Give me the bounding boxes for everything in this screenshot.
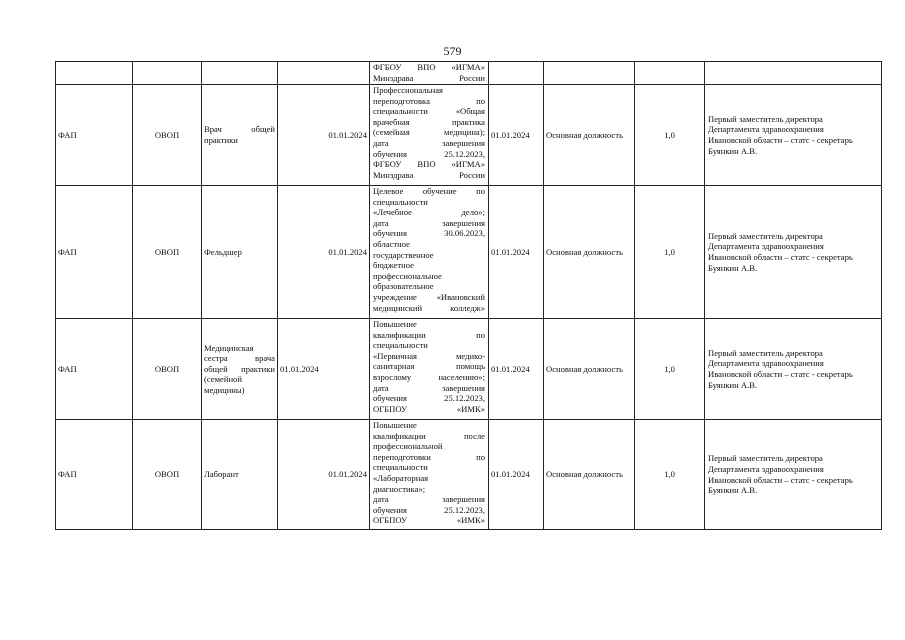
cell-date-end xyxy=(489,62,544,85)
cell-education: ФГБОУ ВПО «ИГМА» Минздрава России xyxy=(370,62,489,85)
cell-status: Основная должность xyxy=(544,85,635,186)
table-row xyxy=(56,186,882,319)
cell-position: Врач общей практики xyxy=(202,85,278,186)
cell-rate: 1,0 xyxy=(635,85,705,186)
cell-position xyxy=(202,62,278,85)
page-number: 579 xyxy=(443,44,462,58)
cell-date-end: 01.01.2024 xyxy=(489,420,544,530)
cell-unit: ФАП xyxy=(56,85,133,186)
cell-date-start xyxy=(278,62,370,85)
cell-unit: ФАП xyxy=(56,319,133,420)
cell-dept xyxy=(133,62,202,85)
cell-dept: ОВОП xyxy=(133,85,202,186)
cell-responsible: Первый заместитель директора Департамента здравоохранения Ивановской области – статс - секретарь Буянкин А.В. xyxy=(705,420,882,530)
cell-date-end: 01.01.2024 xyxy=(489,186,544,319)
cell-position: Медицинская сестра врача общей практики (семейной медицины) xyxy=(202,319,278,420)
cell-education: Повышение квалификации после профессиональной переподготовки по специальности «Лабораторная диагностика»; дата завершения обучения 25.12.2023, ОГБПОУ «ИМК» xyxy=(370,420,489,530)
cell-date-start: 01.01.2024 xyxy=(278,186,370,319)
table-row xyxy=(56,85,882,186)
cell-rate: 1,0 xyxy=(635,186,705,319)
cell-rate: 1,0 xyxy=(635,420,705,530)
cell-position: Фельдшер xyxy=(202,186,278,319)
cell-dept: ОВОП xyxy=(133,319,202,420)
cell-responsible: Первый заместитель директора Департамента здравоохранения Ивановской области – статс - секретарь Буянкин А.В. xyxy=(705,186,882,319)
cell-rate: 1,0 xyxy=(635,319,705,420)
table-row xyxy=(56,420,882,530)
cell-date-end: 01.01.2024 xyxy=(489,85,544,186)
cell-unit: ФАП xyxy=(56,186,133,319)
cell-date-start: 01.01.2024 xyxy=(278,85,370,186)
cell-dept: ОВОП xyxy=(133,186,202,319)
cell-status: Основная должность xyxy=(544,186,635,319)
cell-status xyxy=(544,62,635,85)
table-row xyxy=(56,319,882,420)
cell-status: Основная должность xyxy=(544,420,635,530)
cell-dept: ОВОП xyxy=(133,420,202,530)
cell-responsible: Первый заместитель директора Департамента здравоохранения Ивановской области – статс - секретарь Буянкин А.В. xyxy=(705,319,882,420)
cell-education: Повышение квалификации по специальности «Первичная медико- санитарная помощь взрослому населению»; дата завершения обучения 25.12.2023, ОГБПОУ «ИМК» xyxy=(370,319,489,420)
cell-date-start: 01.01.2024 xyxy=(278,420,370,530)
cell-status: Основная должность xyxy=(544,319,635,420)
cell-education: Целевое обучение по специальности «Лечебное дело»; дата завершения обучения 30.06.2023, областное государственное бюджетное профессиональное образовательное учреждение «Ивановский медицинский колледж» xyxy=(370,186,489,319)
cell-date-start: 01.01.2024 xyxy=(278,319,370,420)
cell-rate xyxy=(635,62,705,85)
cell-unit: ФАП xyxy=(56,420,133,530)
table-row xyxy=(56,62,882,85)
cell-position: Лаборант xyxy=(202,420,278,530)
cell-date-end: 01.01.2024 xyxy=(489,319,544,420)
cell-responsible: Первый заместитель директора Департамента здравоохранения Ивановской области – статс - секретарь Буянкин А.В. xyxy=(705,85,882,186)
staffing-table xyxy=(55,61,882,530)
cell-education: Профессиональная переподготовка по специальности «Общая врачебная практика (семейная медицина); дата завершения обучения 25.12.2023, ФГБОУ ВПО «ИГМА» Минздрава России xyxy=(370,85,489,186)
cell-responsible xyxy=(705,62,882,85)
cell-unit xyxy=(56,62,133,85)
